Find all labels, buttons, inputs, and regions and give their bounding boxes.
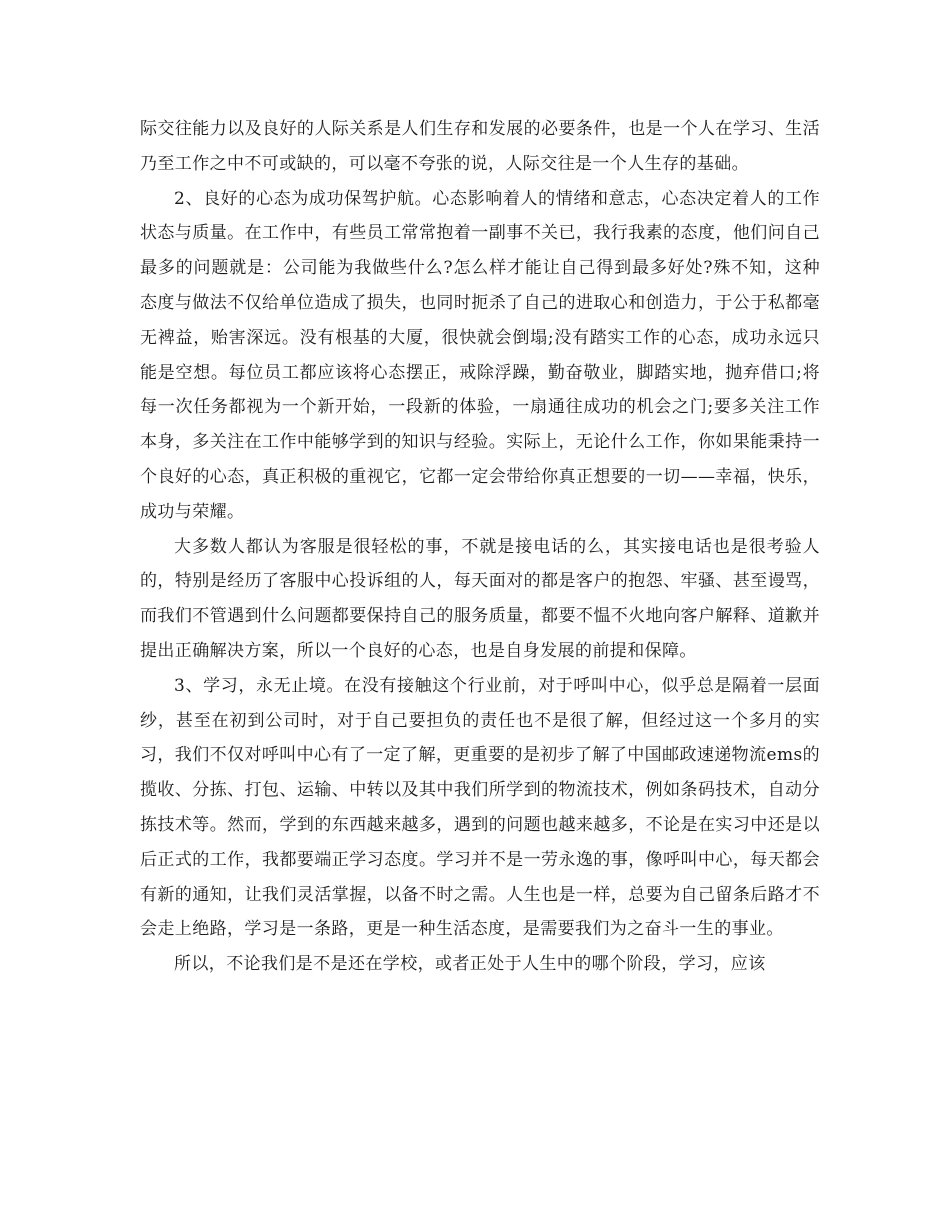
paragraph-endless-learning: 3、学习，永无止境。在没有接触这个行业前，对于呼叫中心，似乎总是隔着一层面纱，甚至在初到公司时，对于自己要担负的责任也不是很了解，但经过这一个多月的实习，我们不仅对呼叫中心有了一定了解，更重要的是初步了解了中国邮政速递物流ems的揽收、分拣、打包、运输、中转以及其中我们所学到的物流技术，例如条码技术，自动分拣技术等。然而，学到的东西越来越多，遇到的问题也越来越多，不论是在实习中还是以后正式的工作，我都要端正学习态度。学习并不是一劳永逸的事，像呼叫中心，每天都会有新的通知，让我们灵活掌握，以备不时之需。人生也是一样，总要为自己留条后路才不会走上绝路，学习是一条路，更是一种生活态度，是需要我们为之奋斗一生的事业。 — [140, 675, 820, 940]
paragraph-good-attitude: 2、良好的心态为成功保驾护航。心态影响着人的情绪和意志，心态决定着人的工作状态与质量。在工作中，有些员工常常抱着一副事不关已，我行我素的态度，他们问自己最多的问题就是：公司能为我做些什么?怎么样才能让自己得到最多好处?殊不知，这种态度与做法不仅给单位造成了损失，也同时扼杀了自己的进取心和创造力，于公于私都毫无裨益，贻害深远。没有根基的大厦，很快就会倒塌;没有踏实工作的心态，成功永远只能是空想。每位员工都应该将心态摆正，戒除浮躁，勤奋敬业，脚踏实地，抛弃借口;将每一次任务都视为一个新开始，一段新的体验，一扇通往成功的机会之门;要多关注工作本身，多关注在工作中能够学到的知识与经验。实际上，无论什么工作，你如果能秉持一个良好的心态，真正积极的重视它，它都一定会带给你真正想要的一切——幸福，快乐，成功与荣耀。 — [140, 188, 820, 522]
paragraph-conclusion: 所以，不论我们是不是还在学校，或者正处于人生中的哪个阶段，学习，应该 — [174, 954, 766, 975]
document-body — [140, 112, 820, 982]
paragraph-customer-service: 大多数人都认为客服是很轻松的事，不就是接电话的么，其实接电话也是很考验人的，特别是经历了客服中心投诉组的人，每天面对的都是客户的抱怨、牢骚、甚至谩骂，而我们不管遇到什么问题都要保持自己的服务质量，都要不愠不火地向客户解释、道歉并提出正确解决方案，所以一个良好的心态，也是自身发展的前提和保障。 — [140, 536, 820, 661]
paragraph-interpersonal-basis: 际交往能力以及良好的人际关系是人们生存和发展的必要条件，也是一个人在学习、生活乃至工作之中不可或缺的，可以毫不夸张的说，人际交往是一个人生存的基础。 — [140, 119, 820, 174]
